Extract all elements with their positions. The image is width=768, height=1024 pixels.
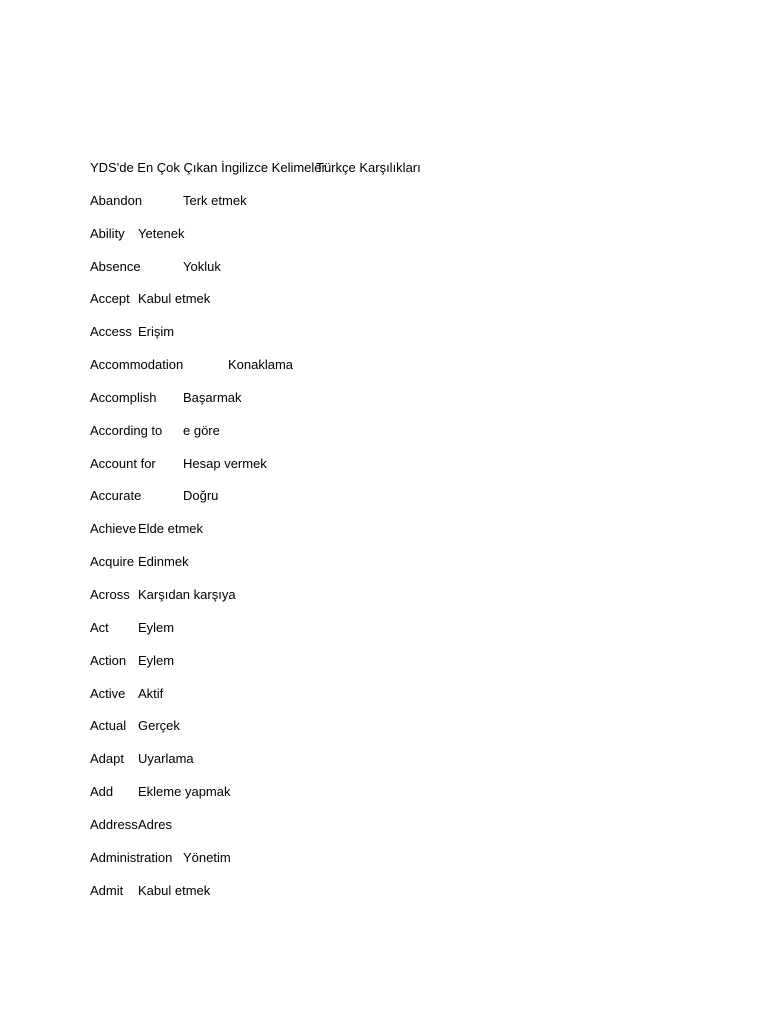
- turkish-meaning: Doğru: [183, 488, 219, 504]
- turkish-meaning: Başarmak: [183, 389, 242, 405]
- list-item: [90, 619, 175, 652]
- turkish-meaning: Kabul etmek: [138, 291, 211, 307]
- list-item: [90, 816, 172, 849]
- english-word: Accomplish: [90, 389, 157, 405]
- english-word: Address: [90, 816, 138, 832]
- turkish-meaning: Yetenek: [138, 225, 185, 241]
- list-item: [90, 258, 221, 291]
- turkish-meaning: Eylem: [138, 652, 175, 668]
- list-item: [90, 520, 204, 553]
- list-item: [90, 323, 175, 356]
- turkish-meaning: Yönetim: [183, 849, 231, 865]
- turkish-meaning: Aktif: [138, 685, 164, 701]
- turkish-meaning: Gerçek: [138, 718, 180, 734]
- english-word: Across: [90, 586, 130, 602]
- turkish-meaning: Uyarlama: [138, 751, 194, 767]
- turkish-meaning: Hesap vermek: [183, 455, 267, 471]
- turkish-meaning: Ekleme yapmak: [138, 784, 231, 800]
- english-word: According to: [90, 422, 163, 438]
- english-word: Actual: [90, 718, 127, 734]
- english-word: Adapt: [90, 751, 124, 767]
- english-word: Active: [90, 685, 126, 701]
- title-english: YDS'de En Çok Çıkan İngilizce Kelimeler: [90, 160, 326, 175]
- word-list: [90, 159, 421, 914]
- list-item: [90, 849, 231, 882]
- list-item: [90, 422, 220, 455]
- list-item: [90, 553, 189, 586]
- english-word: Ability: [90, 225, 125, 241]
- turkish-meaning: Eylem: [138, 619, 175, 635]
- english-word: Achieve: [90, 521, 137, 537]
- english-word: Abandon: [90, 192, 143, 208]
- turkish-meaning: Karşıdan karşıya: [138, 586, 236, 602]
- list-item: [90, 717, 180, 750]
- list-item: [90, 290, 211, 323]
- english-word: Accommodation: [90, 357, 184, 373]
- turkish-meaning: Kabul etmek: [138, 882, 211, 898]
- list-item: [90, 685, 164, 718]
- english-word: Account for: [90, 455, 156, 471]
- turkish-meaning: Konaklama: [228, 357, 294, 373]
- list-item: [90, 455, 267, 488]
- english-word: Accept: [90, 291, 130, 307]
- english-word: Acquire: [90, 554, 135, 570]
- list-item: [90, 389, 242, 422]
- turkish-meaning: Adres: [138, 816, 172, 832]
- list-item: [90, 487, 219, 520]
- list-item: [90, 783, 231, 816]
- turkish-meaning: Elde etmek: [138, 521, 204, 537]
- english-word: Act: [90, 619, 109, 635]
- list-item: [90, 586, 236, 619]
- english-word: Administration: [90, 849, 173, 865]
- turkish-meaning: Terk etmek: [183, 192, 247, 208]
- english-word: Admit: [90, 882, 124, 898]
- turkish-meaning: Edinmek: [138, 554, 189, 570]
- list-item: [90, 652, 175, 685]
- english-word: Action: [90, 652, 127, 668]
- document-title: [90, 159, 421, 192]
- list-item: [90, 192, 247, 225]
- english-word: Access: [90, 324, 132, 340]
- list-item: [90, 882, 211, 915]
- title-turkish: Türkçe Karşılıkları: [316, 160, 421, 175]
- english-word: Accurate: [90, 488, 142, 504]
- list-item: [90, 750, 194, 783]
- turkish-meaning: Erişim: [138, 324, 175, 340]
- list-item: [90, 356, 294, 389]
- list-item: [90, 225, 185, 258]
- turkish-meaning: e göre: [183, 422, 220, 438]
- english-word: Absence: [90, 258, 141, 274]
- english-word: Add: [90, 784, 114, 800]
- turkish-meaning: Yokluk: [183, 258, 221, 274]
